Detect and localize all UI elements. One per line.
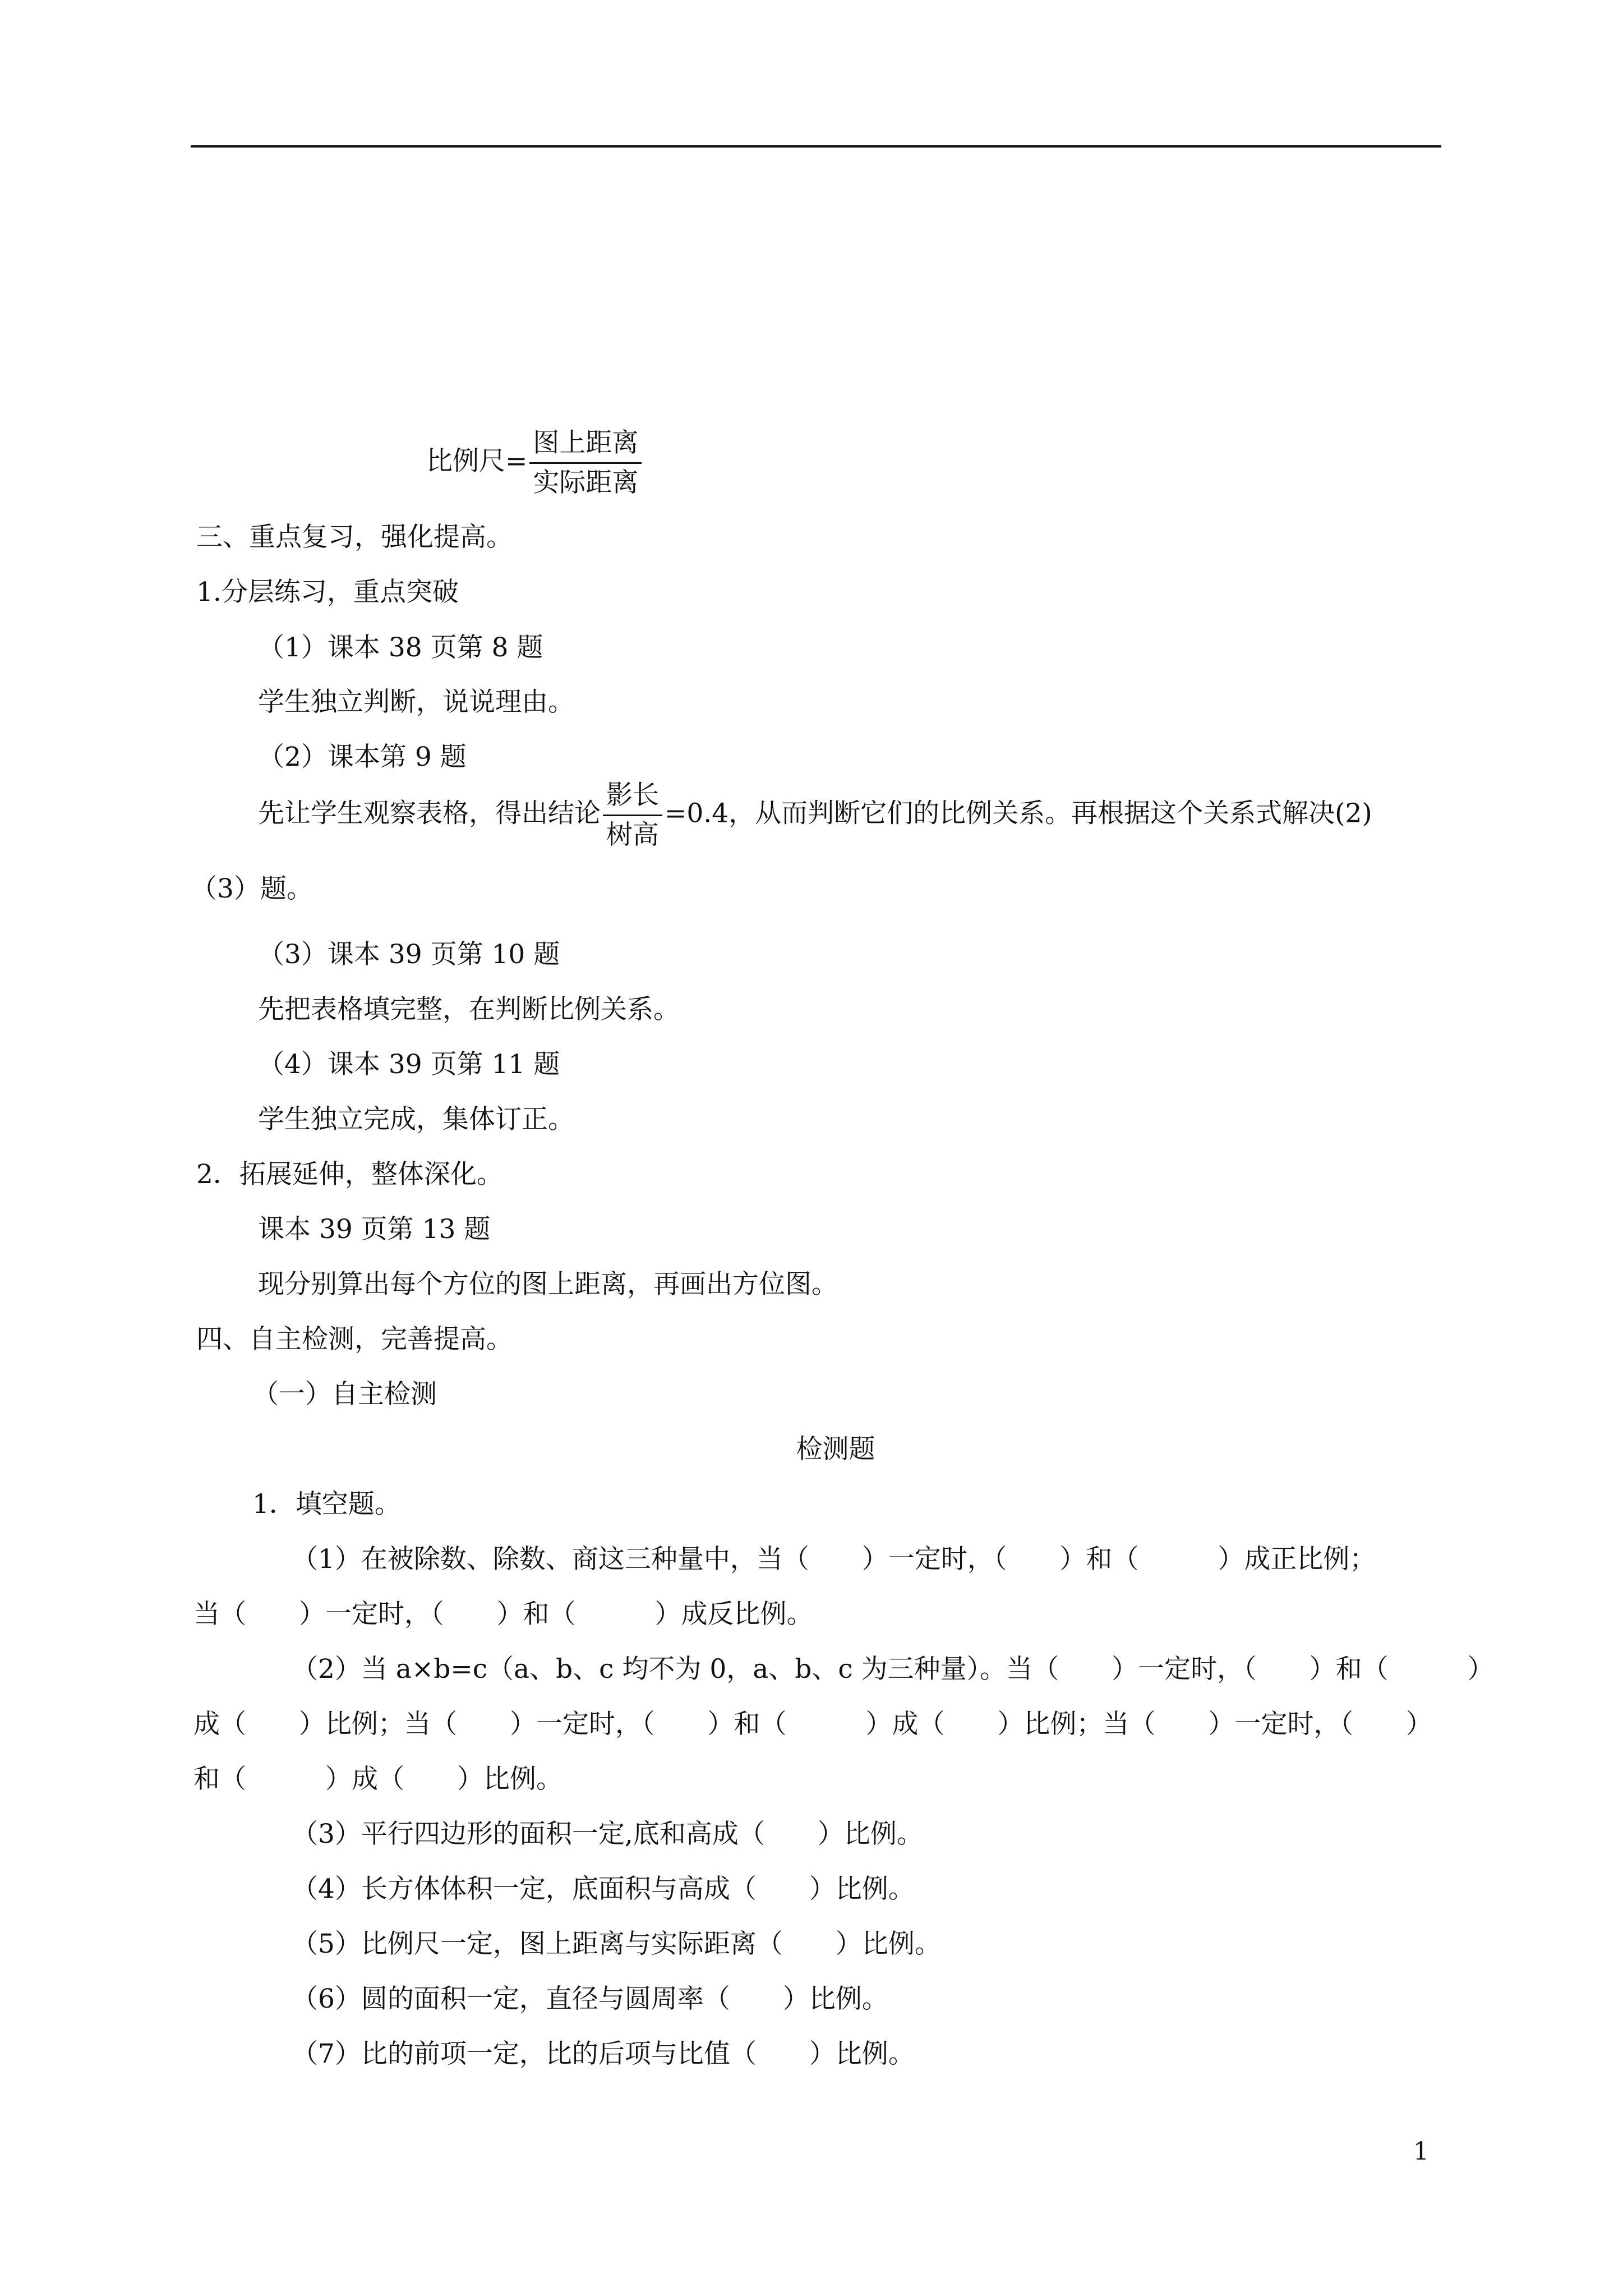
fraction-denominator: 树高 [606, 820, 659, 850]
section-heading-3: 三、重点复习，强化提高。 [196, 522, 513, 553]
fraction-bar [529, 462, 642, 464]
formula-denominator: 实际距离 [533, 467, 639, 498]
fraction-numerator: 影长 [606, 780, 659, 811]
quiz-question: （1）在被除数、除数、商这三种量中，当（ ）一定时，（ ）和（ ）成正比例； [292, 1544, 1376, 1575]
paragraph-with-fraction [258, 780, 1372, 851]
paragraph-text: =0.4，从而判断它们的比例关系。再根据这个关系式解决(2) [665, 798, 1372, 829]
subsection-heading: 2．拓展延伸，整体深化。 [196, 1159, 503, 1190]
quiz-title: 检测题 [796, 1434, 875, 1465]
page-number: 1 [1413, 2137, 1429, 2166]
paragraph-continuation: （3）题。 [191, 873, 313, 904]
quiz-question-cont: 成（ ）比例；当（ ）一定时，（ ）和（ ）成（ ）比例；当（ ）一定时，（ ） [193, 1709, 1432, 1740]
paragraph: 先把表格填完整，在判断比例关系。 [258, 994, 680, 1025]
formula-numerator: 图上距离 [533, 427, 639, 458]
exercise-item: （4）课本 39 页第 11 题 [258, 1049, 560, 1080]
header-rule [191, 145, 1441, 148]
paragraph: 现分别算出每个方位的图上距离，再画出方位图。 [258, 1269, 838, 1300]
exercise-item: （2）课本第 9 题 [258, 742, 467, 772]
section-heading-4: 四、自主检测，完善提高。 [196, 1324, 513, 1355]
paragraph: 课本 39 页第 13 题 [258, 1214, 491, 1245]
paragraph: 学生独立判断，说说理由。 [258, 687, 574, 717]
quiz-question-cont: 当（ ）一定时，（ ）和（ ）成反比例。 [193, 1599, 813, 1630]
quiz-question: （5）比例尺一定，图上距离与实际距离（ ）比例。 [292, 1929, 941, 1959]
fraction-bar [603, 815, 662, 816]
ratio-fraction [603, 780, 662, 851]
formula-fraction [529, 427, 642, 499]
quiz-question: （4）长方体体积一定，底面积与高成（ ）比例。 [292, 1874, 915, 1904]
quiz-question: （6）圆的面积一定，直径与圆周率（ ）比例。 [292, 1984, 888, 2014]
quiz-question: （7）比的前项一定，比的后项与比值（ ）比例。 [292, 2039, 915, 2069]
subsection-heading: （一）自主检测 [252, 1379, 437, 1410]
quiz-question: （3）平行四边形的面积一定,底和高成（ ）比例。 [292, 1819, 923, 1849]
paragraph: 学生独立完成，集体订正。 [258, 1104, 574, 1135]
quiz-section: 1．填空题。 [252, 1489, 401, 1520]
exercise-item: （3）课本 39 页第 10 题 [258, 939, 560, 970]
exercise-item: （1）课本 38 页第 8 题 [258, 632, 543, 663]
formula-lhs: 比例尺= [426, 445, 528, 477]
paragraph-text: 先让学生观察表格，得出结论 [258, 798, 601, 829]
quiz-question-cont: 和（ ）成（ ）比例。 [193, 1764, 562, 1795]
subsection-heading: 1.分层练习，重点突破 [196, 577, 459, 608]
quiz-question: （2）当 a×b=c（a、b、c 均不为 0，a、b、c 为三种量）。当（ ）一定时，（ ）和（ ） [292, 1654, 1494, 1685]
scale-formula [426, 427, 644, 499]
